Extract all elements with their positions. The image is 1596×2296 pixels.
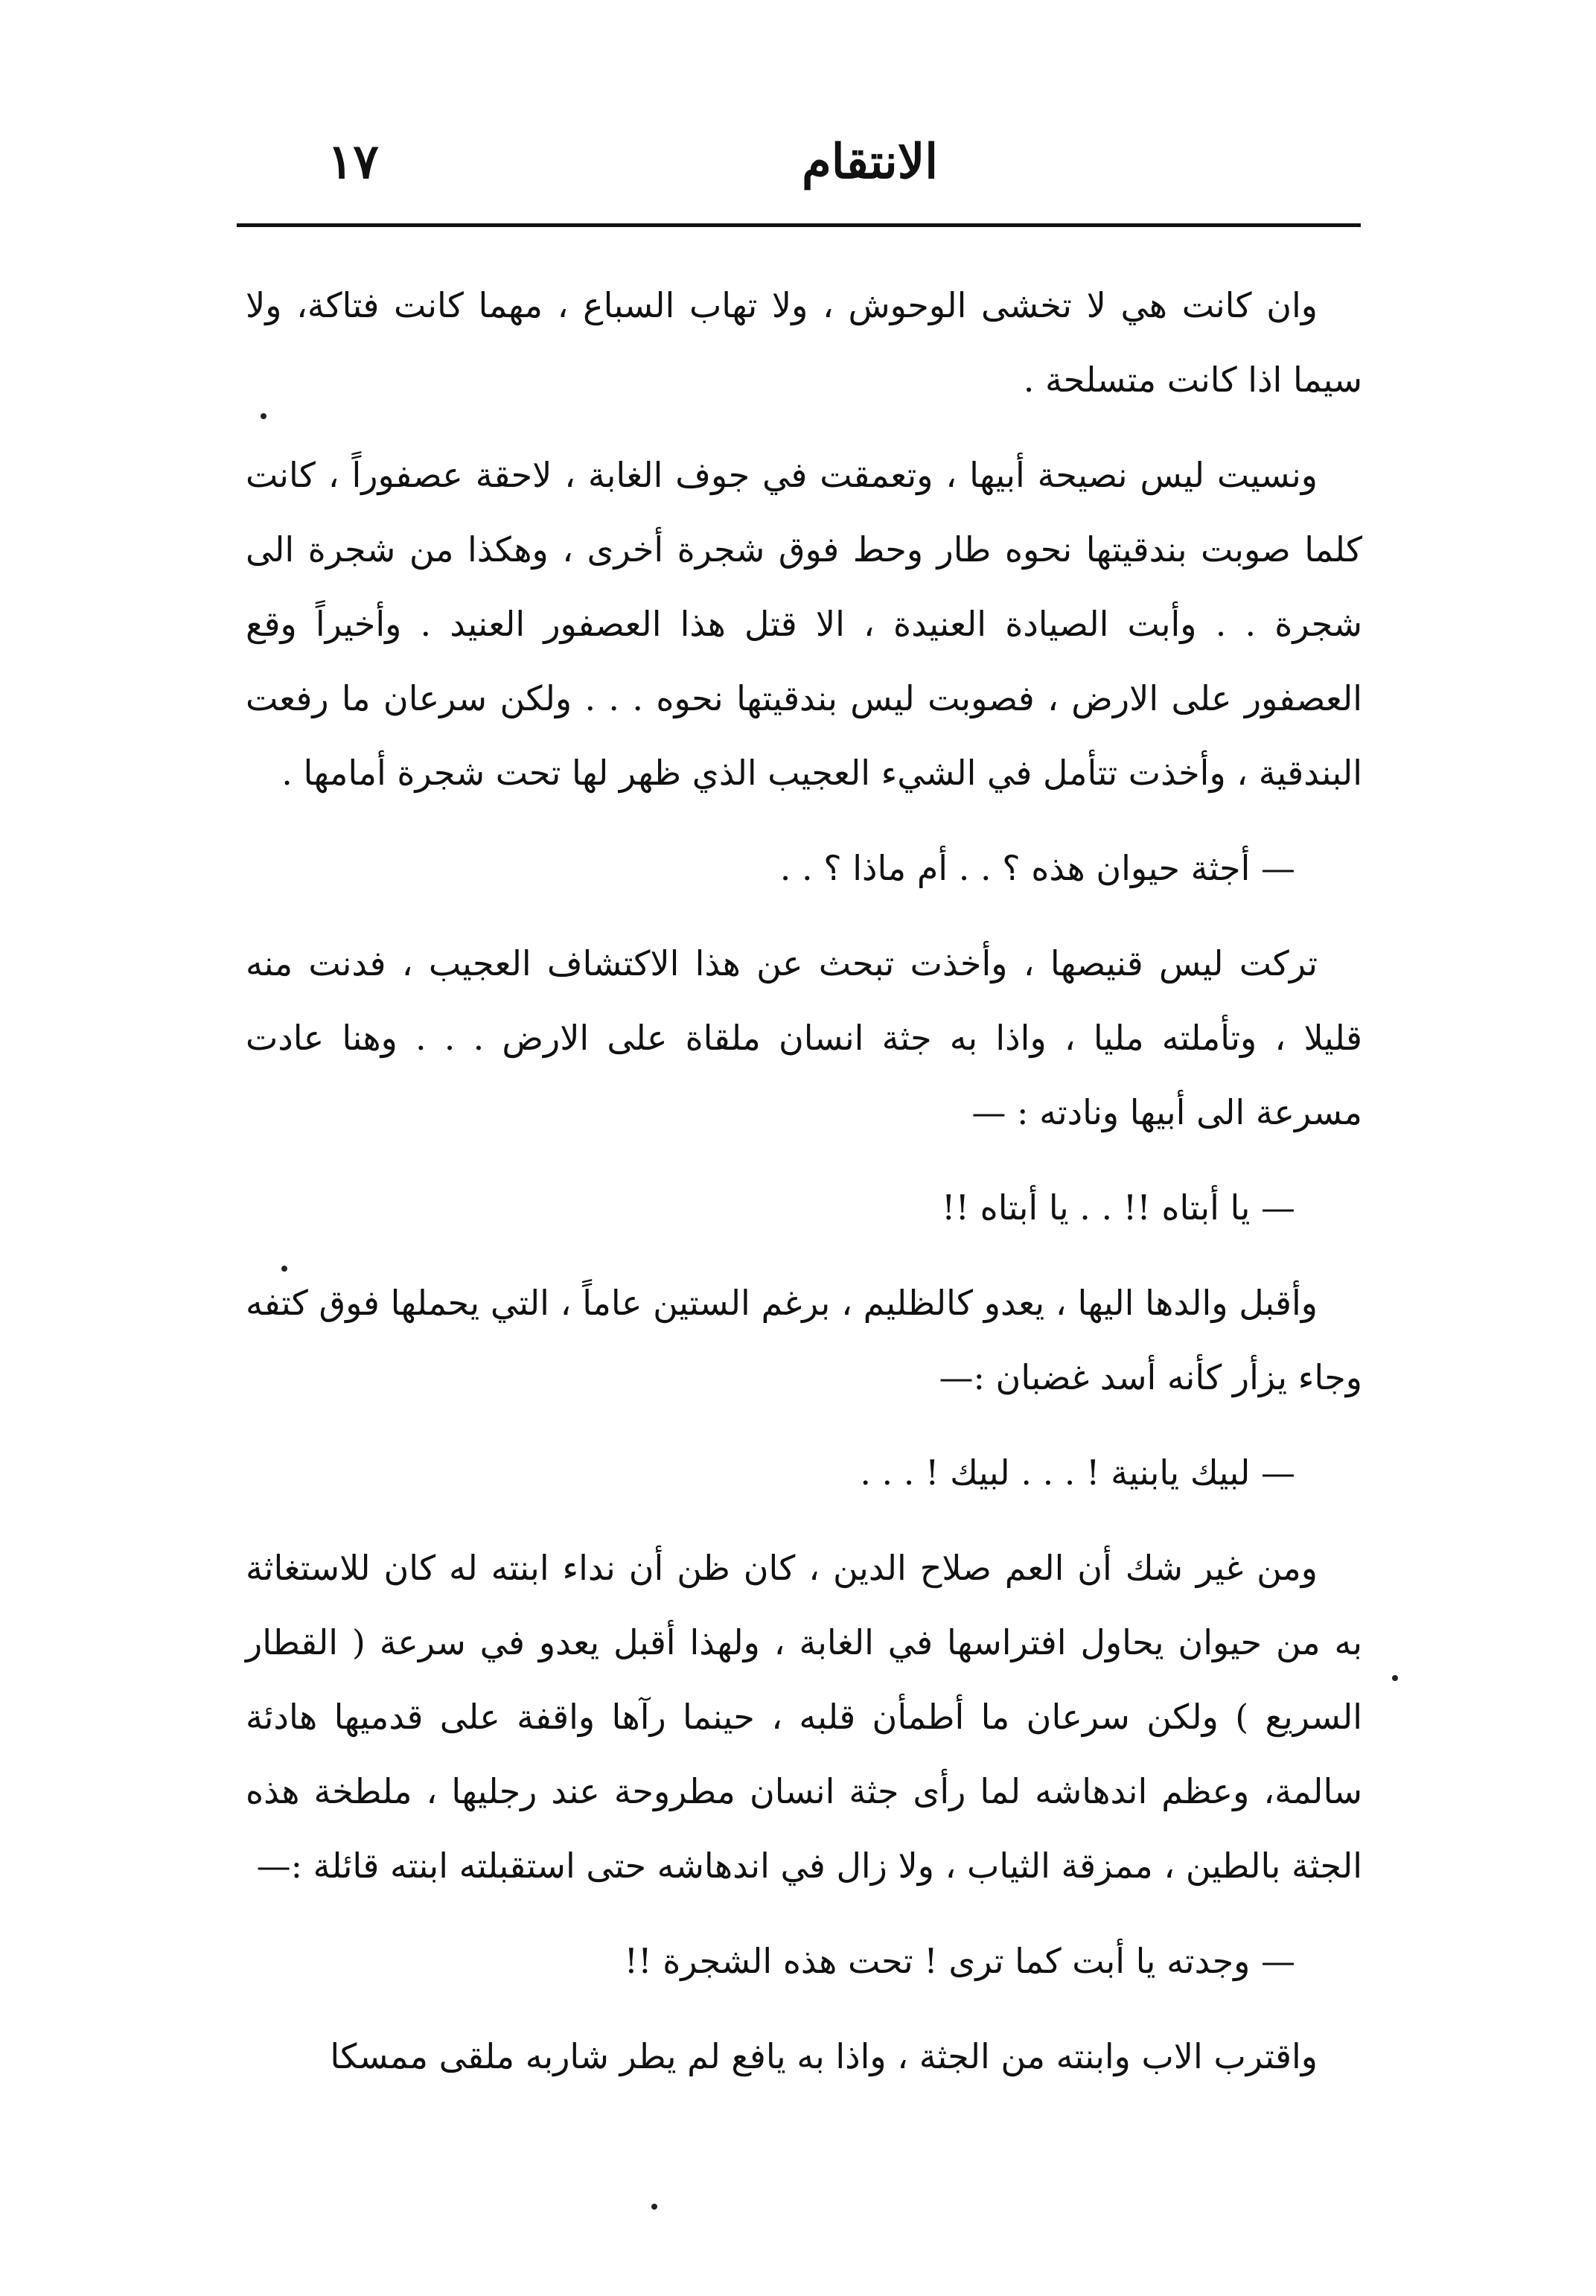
- scan-speck: [1392, 1675, 1398, 1681]
- dialogue-line: — وجدته يا أبت كما ترى ! تحت هذه الشجرة !!: [624, 1941, 1295, 1981]
- dialogue-line: — أجثة حيوان هذه ؟ . . أم ماذا ؟ . .: [779, 848, 1295, 888]
- scan-speck: [651, 2204, 657, 2210]
- paragraph: واقترب الاب وابنته من الجثة ، واذا به يافع لم يطر شاربه ملقى ممسكا: [330, 2036, 1318, 2076]
- running-title: الانتقام: [802, 134, 938, 190]
- page-header: [238, 127, 1355, 208]
- paragraph: وأقبل والدها اليها ، يعدو كالظليم ، برغم الستين عاماً ، التي يحملها فوق كتفه وجاء يزأر كأنه أسد غضبان :—: [246, 1283, 1362, 1397]
- dialogue-line: — لبيك يابنية ! . . . لبيك ! . . .: [860, 1452, 1295, 1493]
- paragraph: ونسيت ليس نصيحة أبيها ، وتعمقت في جوف الغابة ، لاحقة عصفوراً ، كانت كلما صوبت بندقيتها نحوه طار وحط فوق شجرة أخرى ، وهكذا من شجرة الى شجرة . . وأبت الصيادة العنيدة ، الا قتل هذا العصفور العنيد . وأخيراً وقع العصفور على الارض ، فصوبت ليس بندقيتها نحوه . . . ولكن سرعان ما رفعت البندقية ، وأخذت تتأمل في الشيء العجيب الذي ظهر لها تحت شجرة أمامها .: [246, 455, 1362, 793]
- dialogue-line: — يا أبتاه !! . . يا أبتاه !!: [942, 1187, 1295, 1228]
- scan-speck: [261, 413, 266, 419]
- paragraph: ومن غير شك أن العم صلاح الدين ، كان ظن أن نداء ابنته له كان للاستغاثة به من حيوان يحاول افتراسها في الغابة ، ولهذا أقبل يعدو في سرعة ( القطار السريع ) ولكن سرعان ما أطمأن قلبه ، حينما رآها واقفة على قدميها هادئة سالمة، وعظم اندهاشه لما رأى جثة انسان مطروحة عند رجليها ، ملطخة هذه الجثة بالطين ، ممزقة الثياب ، ولا زال في اندهاشه حتى استقبلته ابنته قائلة :—: [246, 1548, 1362, 1886]
- paragraph: وان كانت هي لا تخشى الوحوش ، ولا تهاب السباع ، مهما كانت فتاكة، ولا سيما اذا كانت متسلحة .: [246, 285, 1362, 400]
- scan-speck: [281, 1266, 287, 1272]
- page-number: ١٧: [328, 134, 379, 190]
- header-rule: [237, 223, 1361, 227]
- body-text: [246, 268, 1362, 2114]
- paragraph: تركت ليس قنيصها ، وأخذت تبحث عن هذا الاكتشاف العجيب ، فدنت منه قليلا ، وتأملته مليا ، واذا به جثة انسان ملقاة على الارض . . . وهنا عادت مسرعة الى أبيها ونادته : —: [246, 943, 1362, 1132]
